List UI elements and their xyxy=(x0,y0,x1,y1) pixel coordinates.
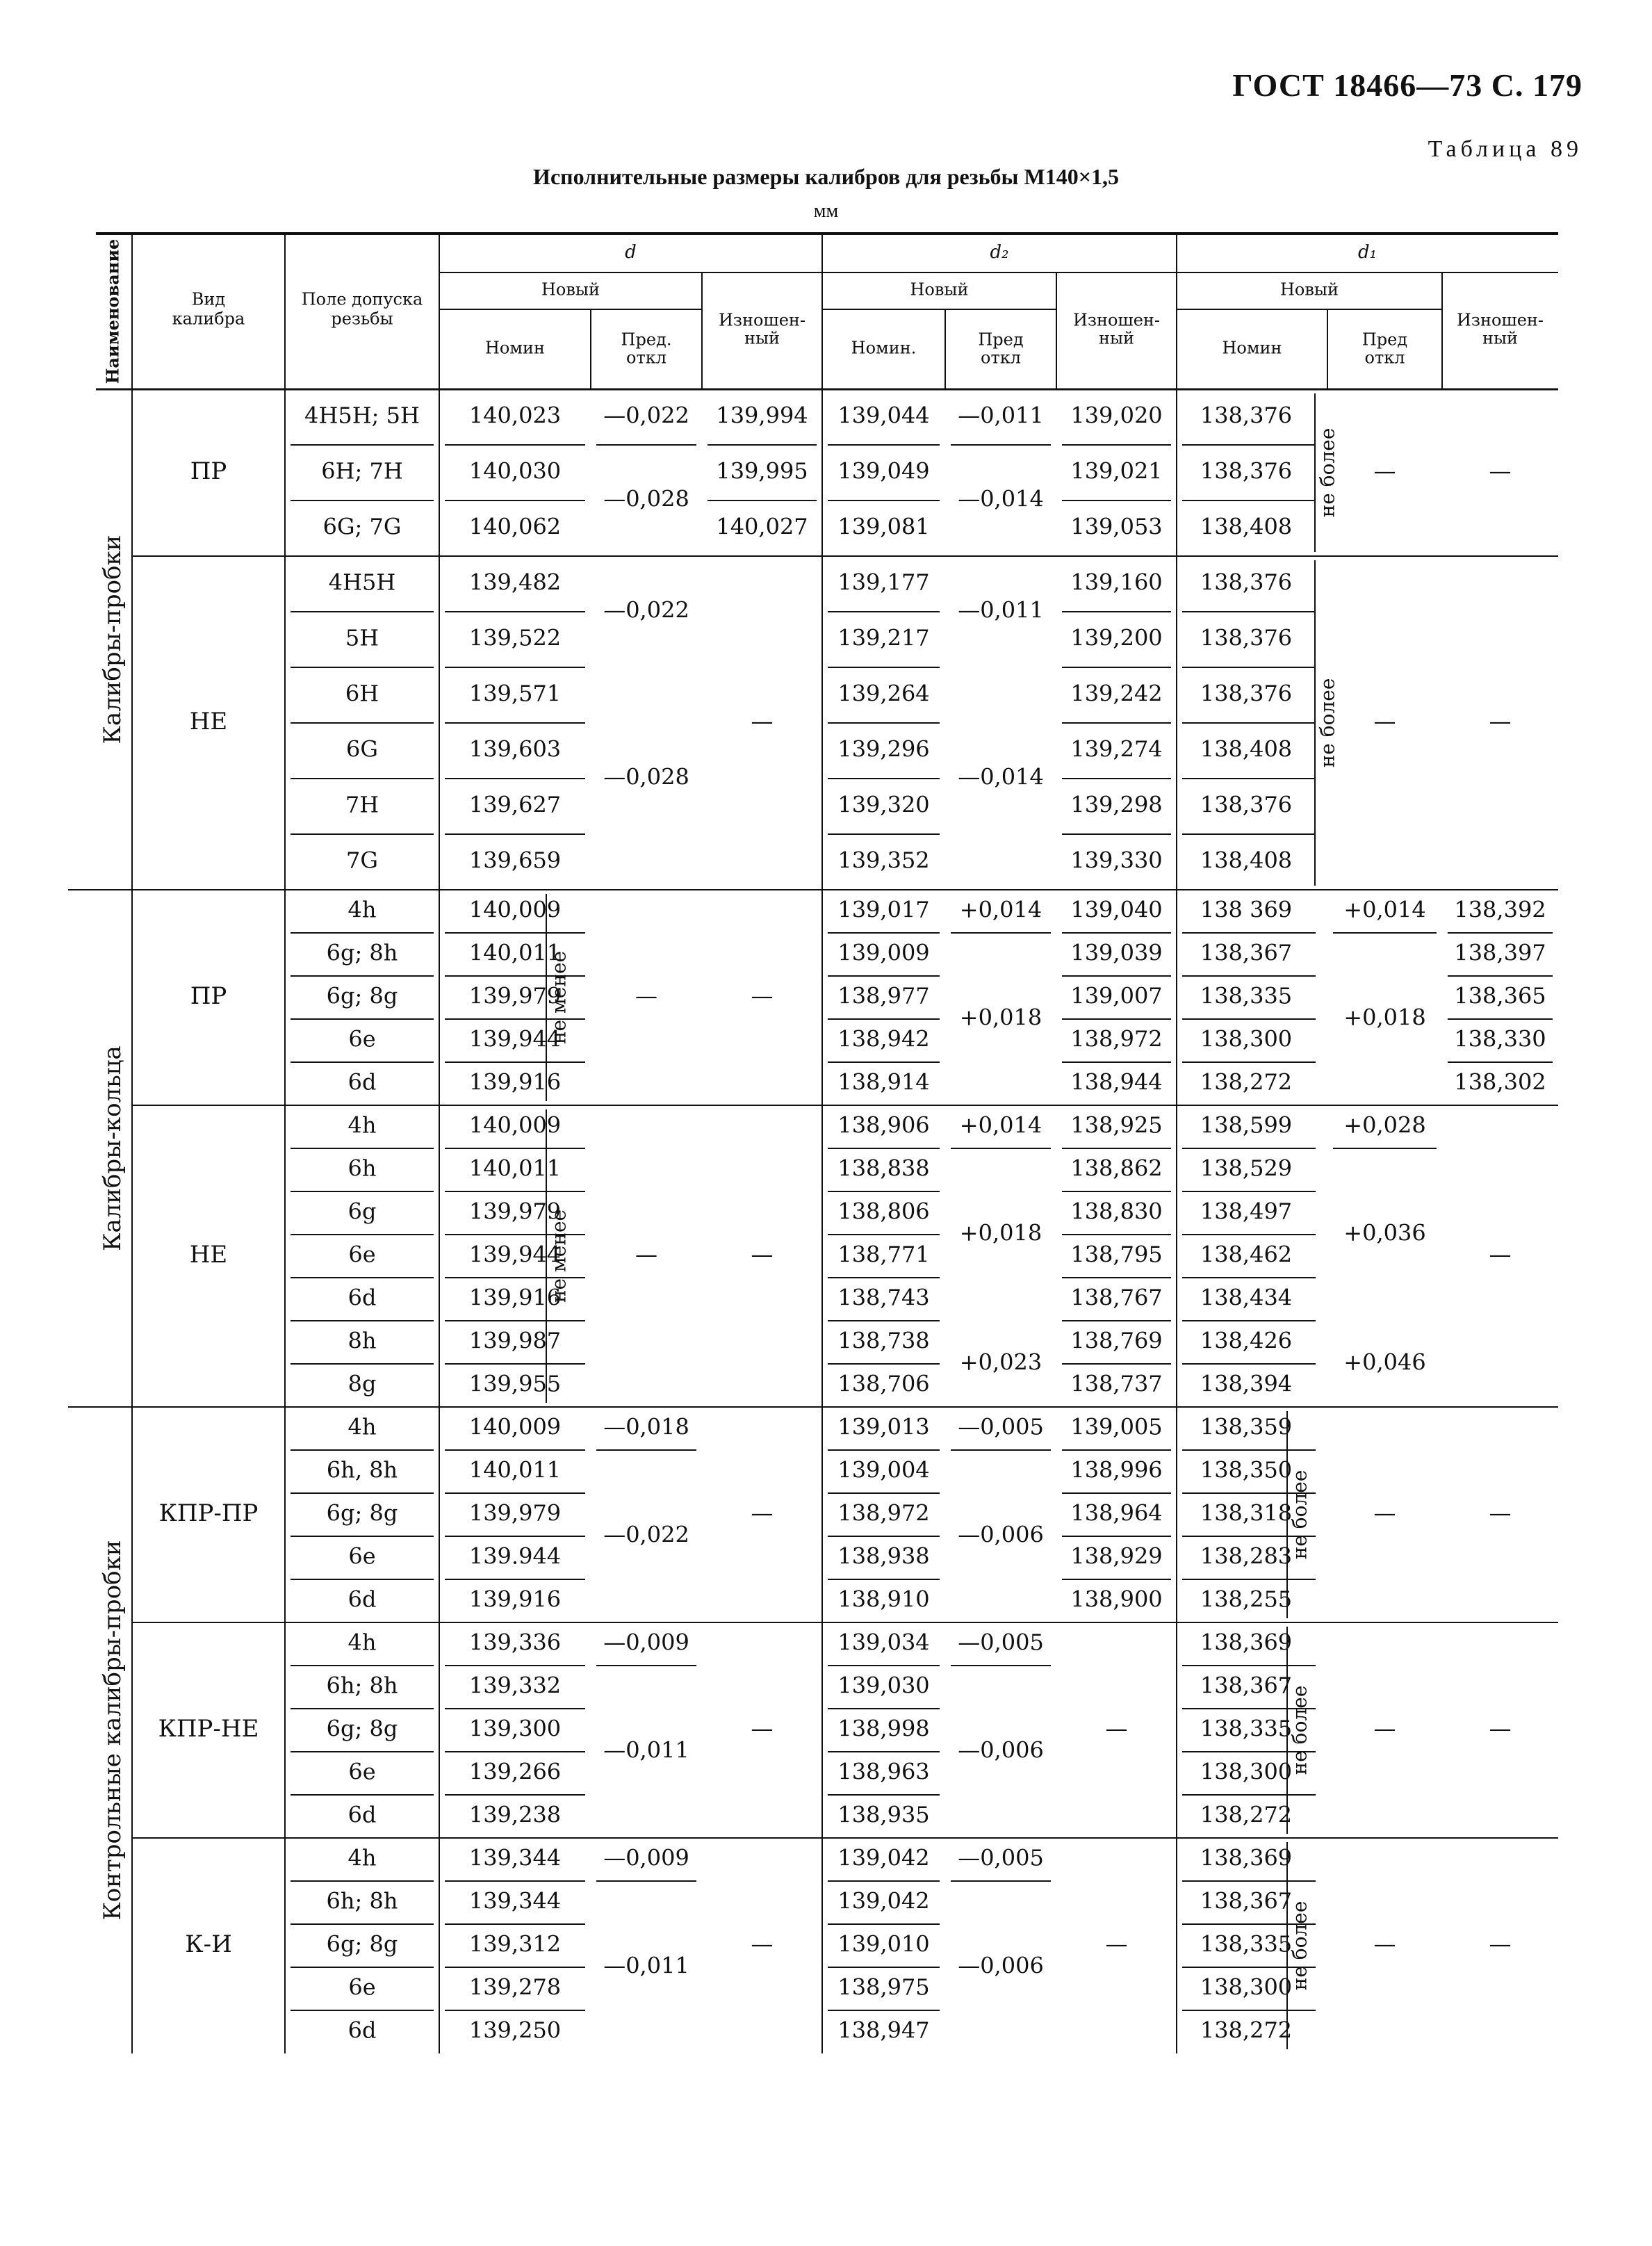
cell-d2-nom: 139,264 xyxy=(837,680,930,707)
cell-d2-worn: 139,160 xyxy=(1070,569,1163,596)
cell-d-nom: 139,979 xyxy=(468,1499,562,1527)
cell-d1-nom: 138,272 xyxy=(1200,1801,1293,1828)
cell-d2-worn: 139,039 xyxy=(1070,939,1163,966)
cell-d2-nom: 139,320 xyxy=(837,791,930,818)
cell-d2-nom: 138,706 xyxy=(837,1370,930,1397)
cell-d2-worn: 138,769 xyxy=(1070,1327,1163,1354)
cell-d2-worn: 139,274 xyxy=(1070,735,1163,763)
merged-cell-d-dev: —0,011 xyxy=(603,1736,689,1764)
cell-d2-nom: 138,838 xyxy=(837,1155,930,1182)
merged-cell-d2-dev: —0,006 xyxy=(958,1521,1044,1548)
cell-d2-nom: 139,296 xyxy=(837,735,930,763)
cell-d-nom: 139,482 xyxy=(468,569,562,596)
cell-d-nom: 139,659 xyxy=(468,847,562,874)
vertical-note: не более xyxy=(1316,428,1339,518)
cell-d2-nom: 138,963 xyxy=(837,1758,930,1785)
merged-cell-d1-dev: +0,018 xyxy=(1343,1004,1426,1031)
cell-d2-nom: 138,975 xyxy=(837,1974,930,2001)
cell-d2-worn: 138,737 xyxy=(1070,1370,1163,1397)
col-header-worn: Изношен- xyxy=(1456,310,1544,330)
cell-d2-worn: 138,925 xyxy=(1070,1112,1163,1139)
cell-d2-nom: 138,977 xyxy=(837,982,930,1009)
cell-tol: 6G xyxy=(346,735,378,763)
cell-d-nom: 139,266 xyxy=(468,1758,562,1785)
cell-d2-nom: 139,013 xyxy=(837,1413,930,1440)
merged-cell-d-dev: —0,022 xyxy=(603,1521,689,1548)
cell-d2-nom: 139,042 xyxy=(837,1844,930,1871)
cell-d1-worn: 138,392 xyxy=(1454,896,1546,923)
merged-cell-d2-dev: —0,006 xyxy=(958,1736,1044,1764)
group-label: Калибры-кольца xyxy=(99,1045,126,1251)
cell-tol: 6h xyxy=(347,1155,377,1182)
merged-cell-d-dev: —0,022 xyxy=(603,596,689,624)
cell-d2-worn: 138,996 xyxy=(1070,1456,1163,1483)
cell-d1-nom: 138,367 xyxy=(1200,1887,1293,1914)
merged-cell-d1-worn: — xyxy=(1489,708,1512,735)
col-header-worn: ный xyxy=(1098,328,1135,348)
cell-tol: 6e xyxy=(348,1974,376,2001)
cell-tol: 6H; 7H xyxy=(321,457,403,485)
col-header-kind: калибра xyxy=(172,309,245,329)
cell-d2-nom: 139,017 xyxy=(837,896,930,923)
cell-d1-nom: 138,376 xyxy=(1200,680,1293,707)
col-header-worn: Изношен- xyxy=(718,310,806,330)
merged-cell-d1-worn: — xyxy=(1489,1715,1512,1742)
col-header-deviation: Пред. xyxy=(621,329,672,350)
cell-tol: 4H5H xyxy=(328,569,396,596)
cell-d-nom: 139,987 xyxy=(468,1327,562,1354)
merged-cell-d-worn: — xyxy=(751,1715,774,1742)
cell-d1-nom: 138,408 xyxy=(1200,513,1293,540)
cell-d1-nom: 138,376 xyxy=(1200,402,1293,429)
cell-d1-nom: 138,300 xyxy=(1200,1758,1293,1785)
cell-tol: 6g; 8g xyxy=(326,1930,398,1958)
cell-d-dev: —0,009 xyxy=(603,1844,689,1871)
merged-cell-d-worn: — xyxy=(751,1930,774,1958)
cell-d2-worn: 139,330 xyxy=(1070,847,1163,874)
cell-tol: 6d xyxy=(347,1068,377,1096)
cell-d2-nom: 139,352 xyxy=(837,847,930,874)
cell-d1-nom: 138,369 xyxy=(1200,1844,1293,1871)
cell-d-nom: 139.944 xyxy=(468,1543,562,1570)
cell-d1-worn: 138,330 xyxy=(1454,1025,1546,1052)
cell-d-nom: 140,011 xyxy=(468,939,562,966)
cell-tol: 6d xyxy=(347,1801,377,1828)
merged-cell-d2-dev: —0,014 xyxy=(958,485,1044,512)
cell-tol: 6g; 8g xyxy=(326,982,398,1009)
gauge-kind-label: КПР-НЕ xyxy=(158,1715,259,1743)
cell-d-nom: 139,522 xyxy=(468,624,562,651)
cell-d1-nom: 138,318 xyxy=(1200,1499,1293,1527)
cell-d2-worn: 139,040 xyxy=(1070,896,1163,923)
cell-d1-nom: 138,335 xyxy=(1200,1715,1293,1742)
merged-cell-d2-worn: — xyxy=(1105,1930,1128,1958)
merged-cell-d2-worn: — xyxy=(1105,1715,1128,1742)
cell-d2-worn: 138,964 xyxy=(1070,1499,1163,1527)
cell-tol: 6e xyxy=(348,1025,376,1052)
cell-d1-nom: 138,394 xyxy=(1200,1370,1293,1397)
cell-tol: 4h xyxy=(347,1413,377,1440)
col-header-nominal: Номин xyxy=(1222,338,1282,358)
cell-d1-nom: 138,359 xyxy=(1200,1413,1293,1440)
cell-d-nom: 139,979 xyxy=(468,1198,562,1225)
cell-tol: 6h, 8h xyxy=(326,1456,398,1483)
cell-tol: 8h xyxy=(347,1327,377,1354)
merged-cell-d1-worn: — xyxy=(1489,1241,1512,1268)
merged-cell-d1-worn: — xyxy=(1489,1930,1512,1958)
gauge-kind-label: НЕ xyxy=(189,708,228,735)
gauge-kind-label: НЕ xyxy=(189,1241,228,1269)
cell-d-dev: —0,022 xyxy=(603,402,689,429)
units-label: мм xyxy=(813,200,839,222)
cell-tol: 4h xyxy=(347,1629,377,1656)
cell-d2-worn: 139,005 xyxy=(1070,1413,1163,1440)
cell-d2-nom: 138,938 xyxy=(837,1543,930,1570)
cell-d-nom: 139,944 xyxy=(468,1241,562,1268)
cell-d2-nom: 138,914 xyxy=(837,1068,930,1096)
cell-d2-nom: 138,972 xyxy=(837,1499,930,1527)
cell-d-nom: 139,344 xyxy=(468,1887,562,1914)
cell-d2-nom: 138,998 xyxy=(837,1715,930,1742)
cell-tol: 5H xyxy=(345,624,379,651)
cell-d1-nom: 138,335 xyxy=(1200,1930,1293,1958)
cell-d1-nom: 138,462 xyxy=(1200,1241,1293,1268)
cell-d2-nom: 138,743 xyxy=(837,1284,930,1311)
cell-d2-nom: 139,030 xyxy=(837,1672,930,1699)
cell-d-nom: 139,916 xyxy=(468,1068,562,1096)
col-header-nominal: Номин. xyxy=(851,338,917,358)
cell-d2-dev: —0,005 xyxy=(958,1413,1044,1440)
cell-d1-nom: 138,272 xyxy=(1200,1068,1293,1096)
cell-d2-worn: 139,200 xyxy=(1070,624,1163,651)
cell-d2-worn: 139,020 xyxy=(1070,402,1163,429)
cell-d-nom: 139,300 xyxy=(468,1715,562,1742)
cell-d1-nom: 138,272 xyxy=(1200,2017,1293,2044)
col-header-name: Наименование xyxy=(102,238,123,384)
merged-cell-d1-dev: — xyxy=(1373,1930,1396,1958)
cell-d2-worn: 138,972 xyxy=(1070,1025,1163,1052)
merged-cell-d1-dev: +0,046 xyxy=(1343,1349,1426,1376)
merged-cell-d-dev: —0,028 xyxy=(603,763,689,790)
cell-d2-nom: 138,910 xyxy=(837,1586,930,1613)
cell-tol: 8g xyxy=(347,1370,377,1397)
cell-d-nom: 139,250 xyxy=(468,2017,562,2044)
cell-d2-worn: 138,767 xyxy=(1070,1284,1163,1311)
cell-d1-nom: 138,599 xyxy=(1200,1112,1293,1139)
cell-d1-nom: 138,300 xyxy=(1200,1025,1293,1052)
cell-d1-nom: 138,376 xyxy=(1200,791,1293,818)
col-header-worn: ный xyxy=(1482,328,1519,348)
cell-d1-worn: 138,365 xyxy=(1454,982,1546,1009)
cell-d-nom: 140,023 xyxy=(468,402,562,429)
cell-d2-worn: 139,053 xyxy=(1070,513,1163,540)
cell-d-nom: 139,344 xyxy=(468,1844,562,1871)
merged-cell-d1-dev: +0,036 xyxy=(1343,1219,1426,1246)
cell-tol: 6e xyxy=(348,1543,376,1570)
cell-d1-worn: 138,397 xyxy=(1454,939,1546,966)
cell-d1-nom: 138,283 xyxy=(1200,1543,1293,1570)
cell-d1-nom: 138,529 xyxy=(1200,1155,1293,1182)
col-header-new: Новый xyxy=(1280,279,1339,300)
cell-d1-nom: 138,350 xyxy=(1200,1456,1293,1483)
cell-tol: 7H xyxy=(345,791,379,818)
cell-d-nom: 140,011 xyxy=(468,1456,562,1483)
merged-cell-d1-worn: — xyxy=(1489,457,1512,485)
cell-tol: 6H xyxy=(345,680,379,707)
cell-tol: 6g; 8h xyxy=(326,939,398,966)
merged-cell-d1-dev: — xyxy=(1373,457,1396,485)
vertical-note: не более xyxy=(1288,1685,1311,1775)
col-header-deviation: откл xyxy=(626,348,666,368)
cell-d1-nom: 138,426 xyxy=(1200,1327,1293,1354)
col-header-d: d xyxy=(625,242,637,263)
cell-d1-nom: 138,408 xyxy=(1200,847,1293,874)
gauge-kind-label: КПР-ПР xyxy=(158,1499,259,1527)
cell-d-nom: 139,336 xyxy=(468,1629,562,1656)
col-header-tolerance: резьбы xyxy=(331,309,393,329)
col-header-d1: d₁ xyxy=(1357,242,1377,263)
cell-tol: 6h; 8h xyxy=(326,1672,398,1699)
cell-d-nom: 139,979 xyxy=(468,982,562,1009)
cell-d-dev: —0,018 xyxy=(603,1413,689,1440)
cell-d2-worn: 138,862 xyxy=(1070,1155,1163,1182)
cell-d2-worn: 139,021 xyxy=(1070,457,1163,485)
cell-tol: 6e xyxy=(348,1241,376,1268)
cell-d1-nom: 138,369 xyxy=(1200,1629,1293,1656)
page-header: ГОСТ 18466—73 С. 179 xyxy=(1232,67,1583,103)
cell-d2-nom: 139,042 xyxy=(837,1887,930,1914)
cell-d1-nom: 138,497 xyxy=(1200,1198,1293,1225)
cell-d2-worn: 138,795 xyxy=(1070,1241,1163,1268)
cell-tol: 6d xyxy=(347,1586,377,1613)
cell-d2-dev: —0,005 xyxy=(958,1844,1044,1871)
cell-d-nom: 140,009 xyxy=(468,1413,562,1440)
cell-d-nom: 139,571 xyxy=(468,680,562,707)
cell-d-nom: 139,278 xyxy=(468,1974,562,2001)
gauge-kind-label: К-И xyxy=(185,1930,232,1958)
col-header-deviation: откл xyxy=(1364,348,1405,368)
cell-d2-dev: +0,014 xyxy=(959,1112,1042,1139)
merged-cell-d2-dev: +0,023 xyxy=(959,1349,1042,1376)
cell-d1-nom: 138,434 xyxy=(1200,1284,1293,1311)
cell-d2-nom: 139,004 xyxy=(837,1456,930,1483)
cell-tol: 6d xyxy=(347,1284,377,1311)
vertical-note: не более xyxy=(1288,1470,1311,1560)
cell-d2-worn: 138,900 xyxy=(1070,1586,1163,1613)
cell-d2-dev: —0,011 xyxy=(958,402,1044,429)
cell-d2-nom: 139,217 xyxy=(837,624,930,651)
vertical-note: не менее xyxy=(547,1209,571,1303)
merged-cell-d2-dev: +0,018 xyxy=(959,1004,1042,1031)
cell-d-nom: 140,009 xyxy=(468,896,562,923)
cell-d-nom: 140,011 xyxy=(468,1155,562,1182)
cell-d1-nom: 138,376 xyxy=(1200,457,1293,485)
cell-d-worn: 139,995 xyxy=(716,457,808,485)
cell-d-nom: 139,944 xyxy=(468,1025,562,1052)
cell-d2-nom: 138,906 xyxy=(837,1112,930,1139)
vertical-note: не более xyxy=(1316,678,1339,768)
merged-cell-d2-dev: —0,011 xyxy=(958,596,1044,624)
cell-d2-worn: 139,007 xyxy=(1070,982,1163,1009)
cell-d1-nom: 138,300 xyxy=(1200,1974,1293,2001)
cell-tol: 6g; 8g xyxy=(326,1715,398,1742)
merged-cell-d-dev: —0,028 xyxy=(603,485,689,512)
table-label: Таблица 89 xyxy=(1428,136,1583,162)
cell-d-dev: —0,009 xyxy=(603,1629,689,1656)
merged-cell-d-worn: — xyxy=(751,708,774,735)
col-header-worn: ный xyxy=(744,328,780,348)
group-label: Контрольные калибры-пробки xyxy=(99,1540,126,1921)
merged-cell-d1-dev: — xyxy=(1373,1499,1396,1527)
cell-d2-nom: 138,942 xyxy=(837,1025,930,1052)
gauge-kind-label: ПР xyxy=(190,982,227,1010)
cell-d-worn: 139,994 xyxy=(716,402,808,429)
merged-cell-d-dev: — xyxy=(635,982,657,1009)
col-header-worn: Изношен- xyxy=(1072,310,1161,330)
cell-d2-nom: 139,009 xyxy=(837,939,930,966)
merged-cell-d-dev: — xyxy=(635,1241,657,1268)
cell-d2-nom: 139,081 xyxy=(837,513,930,540)
cell-d2-dev: —0,005 xyxy=(958,1629,1044,1656)
gauge-kind-label: ПР xyxy=(190,457,227,485)
cell-d2-nom: 139,034 xyxy=(837,1629,930,1656)
merged-cell-d-worn: — xyxy=(751,1241,774,1268)
cell-d2-worn: 138,929 xyxy=(1070,1543,1163,1570)
group-label: Калибры-пробки xyxy=(99,535,126,744)
cell-d2-nom: 138,771 xyxy=(837,1241,930,1268)
cell-tol: 6g; 8g xyxy=(326,1499,398,1527)
cell-d1-dev: +0,028 xyxy=(1343,1112,1426,1139)
cell-d1-nom: 138,335 xyxy=(1200,982,1293,1009)
cell-tol: 6G; 7G xyxy=(322,513,402,540)
cell-d-nom: 140,062 xyxy=(468,513,562,540)
cell-d1-nom: 138,376 xyxy=(1200,569,1293,596)
cell-d1-worn: 138,302 xyxy=(1454,1068,1546,1096)
cell-d-nom: 139,332 xyxy=(468,1672,562,1699)
cell-d2-worn: 139,298 xyxy=(1070,791,1163,818)
merged-cell-d1-dev: — xyxy=(1373,708,1396,735)
cell-d1-nom: 138,408 xyxy=(1200,735,1293,763)
cell-d-nom: 140,030 xyxy=(468,457,562,485)
cell-d2-nom: 138,806 xyxy=(837,1198,930,1225)
cell-d-nom: 139,627 xyxy=(468,791,562,818)
cell-d2-nom: 139,010 xyxy=(837,1930,930,1958)
cell-d2-nom: 138,738 xyxy=(837,1327,930,1354)
merged-cell-d1-dev: — xyxy=(1373,1715,1396,1742)
cell-d-nom: 139,312 xyxy=(468,1930,562,1958)
cell-d-worn: 140,027 xyxy=(716,513,808,540)
col-header-deviation: откл xyxy=(981,348,1021,368)
col-header-deviation: Пред xyxy=(978,329,1024,350)
cell-d1-nom: 138,367 xyxy=(1200,939,1293,966)
cell-d2-nom: 139,044 xyxy=(837,402,930,429)
col-header-d2: d₂ xyxy=(990,242,1009,263)
cell-d1-dev: +0,014 xyxy=(1343,896,1426,923)
cell-d2-nom: 138,947 xyxy=(837,2017,930,2044)
cell-d2-nom: 139,049 xyxy=(837,457,930,485)
cell-d-nom: 139,916 xyxy=(468,1284,562,1311)
cell-d-nom: 139,916 xyxy=(468,1586,562,1613)
merged-cell-d2-dev: —0,006 xyxy=(958,1952,1044,1979)
col-header-new: Новый xyxy=(541,279,600,300)
cell-tol: 4h xyxy=(347,1844,377,1871)
merged-cell-d-worn: — xyxy=(751,982,774,1009)
cell-tol: 7G xyxy=(346,847,378,874)
merged-cell-d1-worn: — xyxy=(1489,1499,1512,1527)
merged-cell-d-worn: — xyxy=(751,1499,774,1527)
cell-d2-worn: 138,944 xyxy=(1070,1068,1163,1096)
col-header-tolerance: Поле допуска xyxy=(301,289,423,309)
merged-cell-d2-dev: +0,018 xyxy=(959,1219,1042,1246)
cell-d-nom: 140,009 xyxy=(468,1112,562,1139)
cell-d-nom: 139,955 xyxy=(468,1370,562,1397)
cell-tol: 6g xyxy=(347,1198,377,1225)
vertical-note: не более xyxy=(1288,1901,1311,1991)
merged-cell-d2-dev: —0,014 xyxy=(958,763,1044,790)
cell-d2-dev: +0,014 xyxy=(959,896,1042,923)
cell-d1-nom: 138,367 xyxy=(1200,1672,1293,1699)
cell-tol: 6d xyxy=(347,2017,377,2044)
cell-d1-nom: 138,255 xyxy=(1200,1586,1293,1613)
col-header-deviation: Пред xyxy=(1361,329,1408,350)
cell-tol: 6e xyxy=(348,1758,376,1785)
cell-d-nom: 139,238 xyxy=(468,1801,562,1828)
cell-tol: 6h; 8h xyxy=(326,1887,398,1914)
col-header-new: Новый xyxy=(910,279,969,300)
cell-d2-worn: 138,830 xyxy=(1070,1198,1163,1225)
cell-d1-nom: 138,376 xyxy=(1200,624,1293,651)
cell-d2-nom: 139,177 xyxy=(837,569,930,596)
cell-d-nom: 139,603 xyxy=(468,735,562,763)
col-header-kind: Вид xyxy=(191,289,226,309)
table-title: Исполнительные размеры калибров для резьбы M140×1,5 xyxy=(533,164,1119,189)
vertical-note: не менее xyxy=(547,950,571,1045)
cell-tol: 4h xyxy=(347,1112,377,1139)
cell-d2-nom: 138,935 xyxy=(837,1801,930,1828)
col-header-nominal: Номин xyxy=(484,338,546,358)
cell-d1-nom: 138 369 xyxy=(1200,896,1293,923)
merged-cell-d-dev: —0,011 xyxy=(603,1952,689,1979)
cell-d2-worn: 139,242 xyxy=(1070,680,1163,707)
cell-tol: 4H5H; 5H xyxy=(304,402,420,429)
cell-tol: 4h xyxy=(347,896,377,923)
